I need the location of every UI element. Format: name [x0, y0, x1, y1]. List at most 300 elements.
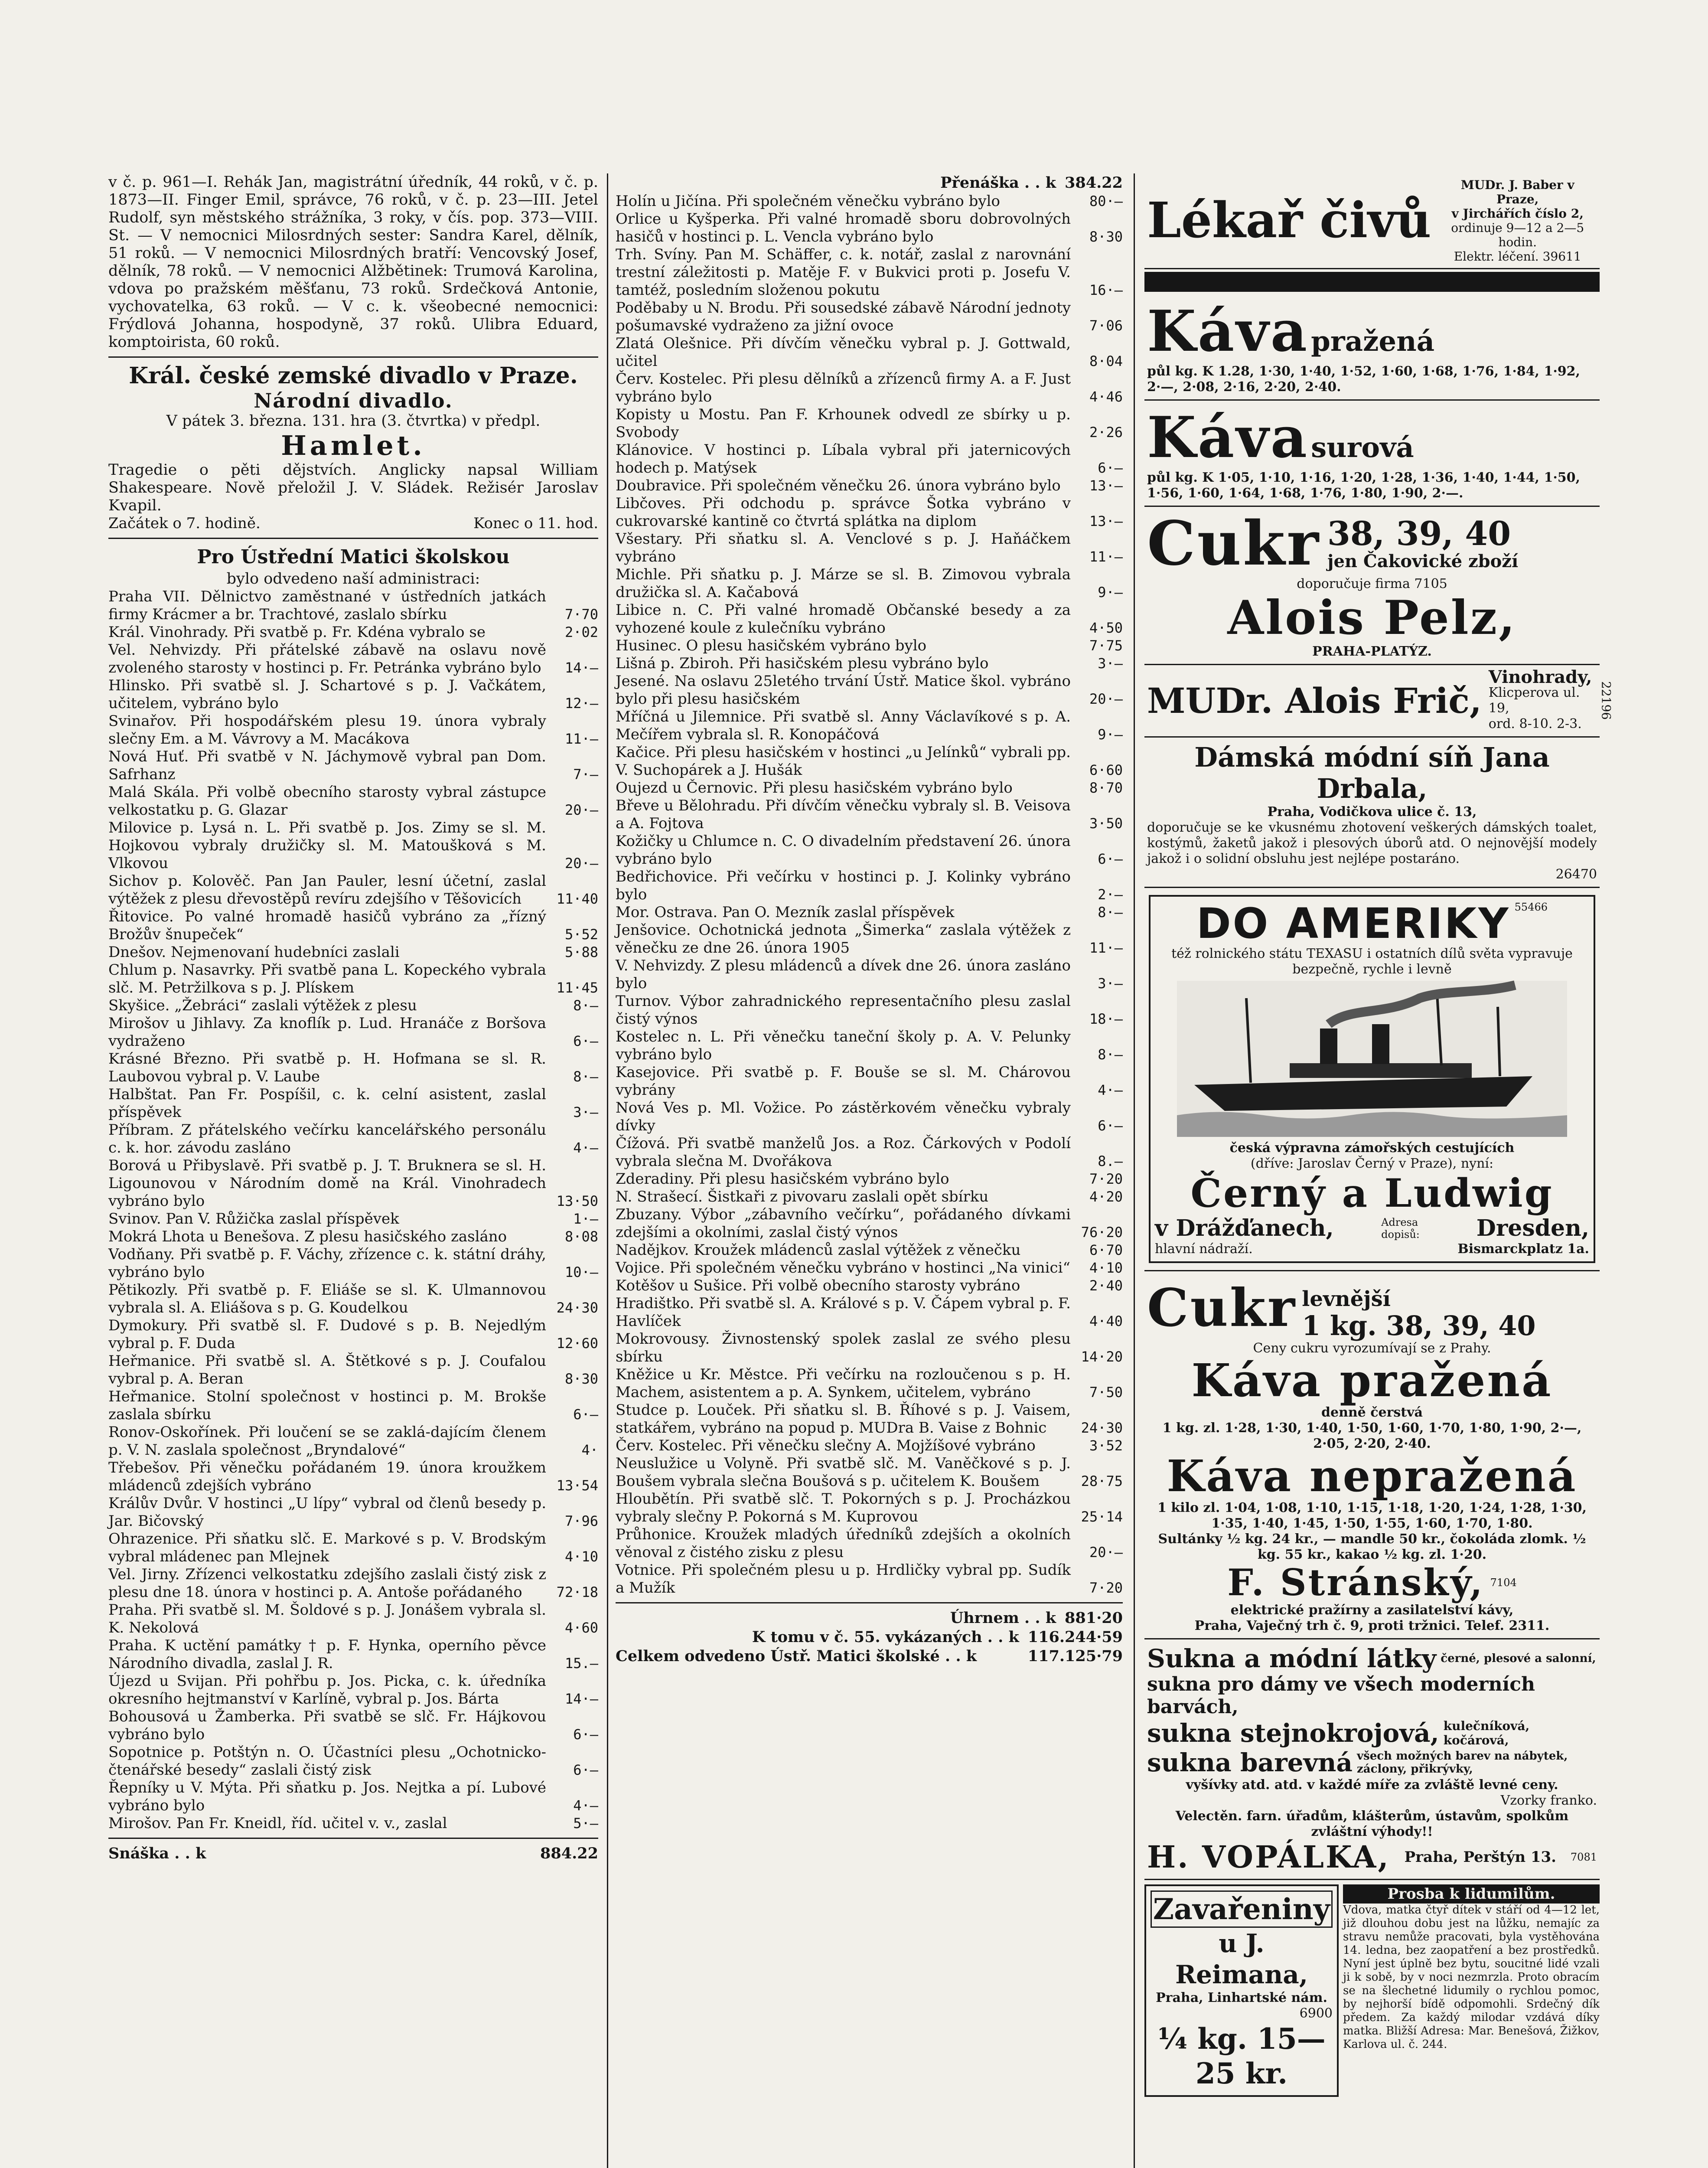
matice-title: Pro Ústřední Matici školskou — [197, 546, 510, 568]
play-title: Hamlet. — [281, 430, 426, 461]
entry-text: Vel. Jirny. Zřízenci velkostatku zdejšího zaslali čistý zisk z plesu dne 18. února v hostinci p. A. Antoše pořádaného — [108, 1566, 546, 1601]
donation-entry — [616, 1170, 1123, 1188]
donation-entry — [616, 193, 1123, 210]
entry-amount: 6·— — [573, 1406, 598, 1423]
donation-entry — [108, 819, 598, 872]
carry-over — [616, 173, 1123, 193]
entry-text: Jesené. Na oslavu 25letého trvání Ústř. Matice škol. vybráno bylo při plesu hasičském — [616, 673, 1071, 708]
entry-text: Mokrá Lhota u Benešova. Z plesu hasičského zasláno — [108, 1228, 507, 1245]
donation-entry — [616, 744, 1123, 779]
ad-number: 39611 — [1542, 249, 1581, 264]
sum-row — [616, 1647, 1123, 1666]
entry-amount: 4·60 — [564, 1619, 598, 1636]
entry-amount: 6·70 — [1089, 1242, 1123, 1258]
entry-text: Bohousová u Žamberka. Při svatbě se slč. Fr. Hájkovou vybráno bylo — [108, 1708, 546, 1743]
entry-text: Kněžice u Kr. Městce. Při večírku na rozloučenou s p. H. Machem, asistentem a p. A. Synkem, učitelem, vybráno — [616, 1366, 1071, 1401]
donation-entry — [108, 1121, 598, 1157]
entry-amount: 7·70 — [564, 606, 598, 623]
ad-body: též rolnického státu TEXASU i ostatních dílů světa vypravuje bezpečně, rychle i levně — [1171, 946, 1573, 977]
entry-amount: 6·— — [573, 1033, 598, 1049]
donation-entry — [108, 944, 598, 961]
entry-text: Poděbaby u N. Brodu. Při sousedské zábavě Národní jednoty pošumavské vydraženo za jižní ovoce — [616, 299, 1071, 334]
entry-text: Králův Dvůr. V hostinci „U lípy“ vybral od členů besedy p. Jar. Bičovský — [108, 1495, 546, 1530]
ad-title: Káva nepražená — [1167, 1450, 1578, 1502]
entry-amount: 7·20 — [1089, 1580, 1123, 1596]
entry-text: Milovice p. Lysá n. L. Při svatbě p. Jos. Zimy se sl. M. Hojkovou vybraly družičky sl. M. Matoušková s M. Vlkovou — [108, 819, 546, 872]
entry-amount: 4·20 — [1089, 1188, 1123, 1205]
donation-entry — [616, 921, 1123, 957]
donation-entry — [108, 1388, 598, 1424]
donation-entry — [616, 1206, 1123, 1241]
entry-amount: 10·— — [564, 1264, 598, 1280]
entry-text: Praha VII. Dělnictvo zaměstnané v ústředních jatkách firmy Krácmer a br. Trachtové, zaslalo sbírku — [108, 588, 546, 623]
entry-text: Svinařov. Při hospodářském plesu 19. února vybraly slečny Em. a M. Vávrovy a M. Macákova — [108, 712, 546, 748]
entry-text: Mirošov. Pan Fr. Kneidl, říd. učitel v. v., zaslal — [108, 1815, 447, 1832]
donation-entry — [108, 997, 598, 1015]
entry-text: Sopotnice p. Potštýn n. O. Účastníci plesu „Ochotnicko-čtenářské besedy“ zaslali čistý zisk — [108, 1744, 546, 1779]
donation-entry — [108, 1015, 598, 1050]
ad-title: Káva pražená — [1191, 1354, 1553, 1407]
entry-text: Praha. Při svatbě sl. M. Šoldové s p. J. Jonášem vybrala sl. K. Nekolová — [108, 1601, 546, 1636]
entry-text: Halbštat. Pan Fr. Pospíšil, c. k. celní asistent, zaslal příspěvek — [108, 1086, 546, 1121]
donation-entry — [616, 1330, 1123, 1366]
entry-text: Král. Vinohrady. Při svatbě p. Fr. Kdéna vybralo se — [108, 624, 486, 641]
donation-entry — [616, 779, 1123, 797]
steamship-icon — [1177, 981, 1567, 1137]
divider — [108, 1838, 598, 1839]
entry-text: Řitovice. Po valné hromadě hasičů vybráno za „řízný Brožův šnupeček“ — [108, 908, 546, 943]
entry-amount: 8·— — [573, 997, 598, 1014]
donation-entry — [108, 784, 598, 819]
donation-entry — [616, 797, 1123, 833]
firm-name: Černý a Ludwig — [1190, 1170, 1554, 1216]
ad-title: Káva — [1147, 404, 1309, 470]
donation-entry — [616, 1064, 1123, 1099]
ad-line: Velectěn. farn. úřadům, klášterům, ústavům, spolkům zvláštní výhody!! — [1175, 1809, 1569, 1839]
carry-value: 384.22 — [1065, 174, 1123, 192]
ad-subtitle: surová — [1311, 431, 1414, 464]
donation-entry — [616, 1099, 1123, 1135]
column-total — [108, 1844, 598, 1863]
entry-amount: 4·46 — [1089, 389, 1123, 405]
entry-amount: 20·— — [1089, 691, 1123, 707]
column-rule — [607, 173, 608, 2168]
entry-amount: 7·96 — [564, 1513, 598, 1529]
donation-entry — [616, 495, 1123, 530]
entry-text: Třebešov. Při věnečku pořádaném 19. února kroužkem mládenců zdejších vybráno — [108, 1459, 546, 1494]
entry-amount: 8·08 — [564, 1228, 598, 1245]
entry-amount: 20·— — [564, 855, 598, 872]
entry-text: Svinov. Pan V. Růžička zaslal příspěvek — [108, 1210, 399, 1228]
entry-text: Skyšice. „Žebráci“ zaslali výtěžek z plesu — [108, 997, 417, 1014]
city: v Drážďanech, — [1155, 1215, 1334, 1241]
ad-zavareniny — [1144, 1884, 1339, 2097]
entry-text: Jenšovice. Ochotnická jednota „Šimerka“ zaslala výtěžek z věnečku ze dne 26. února 1905 — [616, 921, 1071, 957]
label: Adresa dopisů: — [1381, 1216, 1420, 1241]
entry-text: Krásné Březno. Při svatbě p. H. Hofmana se sl. R. Laubovou vybral p. V. Laube — [108, 1050, 546, 1085]
entry-amount: 2·02 — [564, 624, 598, 640]
theatre-date: V pátek 3. března. 131. hra (3. čtvrtka) v předpl. — [166, 412, 541, 430]
entry-text: Neuslužice u Volyně. Při svatbě slč. M. Vaněčkové s p. J. Boušem vybrala slečna Boušová s p. učitelem K. Boušem — [616, 1455, 1071, 1490]
entry-amount: 4·10 — [564, 1548, 598, 1565]
city: Dresden, — [1476, 1215, 1589, 1241]
donation-entry — [616, 868, 1123, 904]
donation-entry — [616, 210, 1123, 246]
donation-entry — [616, 530, 1123, 566]
entry-text: Hradištko. Při svatbě sl. A. Králové s p. V. Čápem vybral p. F. Havlíček — [616, 1295, 1071, 1330]
entry-text: Čížová. Při svatbě manželů Jos. a Roz. Čárkových v Podolí vybrala slečna M. Dvořákova — [616, 1135, 1071, 1170]
entry-amount: 15.— — [564, 1655, 598, 1672]
donation-entry — [108, 712, 598, 748]
entry-amount: 7·06 — [1089, 317, 1123, 334]
donation-entry — [616, 1455, 1123, 1490]
entry-text: Mor. Ostrava. Pan O. Mezník zaslal příspěvek — [616, 904, 955, 921]
entry-amount: 3·— — [1098, 655, 1123, 672]
entry-text: Ronov-Oskořínek. Při loučení se se zaklá-dajícím členem p. V. N. zaslala společnost „Bryndalové“ — [108, 1424, 546, 1459]
ad-note: jen Čakovické zboží — [1327, 551, 1519, 571]
theatre-times — [108, 515, 598, 532]
column-1 — [108, 173, 598, 1863]
donation-entry — [616, 335, 1123, 370]
donation-entry — [108, 1086, 598, 1121]
donation-entry — [108, 1530, 598, 1566]
sum-label: K tomu v č. 55. vykázaných . . k — [752, 1628, 1019, 1646]
entry-amount: 3·50 — [1089, 815, 1123, 832]
firm-line: (dříve: Jaroslav Černý v Praze), nyní: — [1250, 1156, 1494, 1171]
donation-entry — [616, 601, 1123, 637]
entry-amount: 8.— — [1098, 1153, 1123, 1169]
address: Bismarckplatz 1a. — [1457, 1241, 1589, 1257]
entry-amount: 72·18 — [556, 1584, 598, 1600]
entry-amount: 4·50 — [1089, 620, 1123, 636]
donation-entry — [616, 299, 1123, 335]
entry-text: Břeve u Bělohradu. Při dívčím věnečku vybraly sl. B. Veisova a A. Fojtova — [616, 797, 1071, 832]
ad-title: Cukr — [1147, 508, 1320, 579]
ad-cukr-cakovice — [1144, 507, 1600, 665]
doctor-address: v Jirchářích číslo 2, — [1451, 206, 1584, 221]
firm-name: H. VOPÁLKA, — [1147, 1839, 1390, 1875]
ad-note: Ceny cukru vyrozumívají se z Prahy. — [1253, 1341, 1491, 1356]
entry-amount: 7·75 — [1089, 637, 1123, 654]
ad-subtitle: pražená — [1311, 325, 1435, 358]
ad-address: Praha, Vodičkova ulice č. 13, — [1267, 804, 1477, 820]
entry-amount: 6·— — [1098, 851, 1123, 867]
entry-amount: 13·— — [1089, 477, 1123, 494]
entry-amount: 7·20 — [1089, 1171, 1123, 1187]
donation-entry — [108, 1050, 598, 1086]
entry-text: Mříčná u Jilemnice. Při svatbě sl. Anny Václavíkové s p. A. Mečířem vybrala sl. R. Konopáčová — [616, 708, 1071, 743]
price-list: 1 kilo zl. 1·04, 1·08, 1·10, 1·15, 1·18, 1·20, 1·24, 1·28, 1·30, 1·35, 1·40, 1·45, 1·50, 1·55, 1·60, 1·70, 1·80. — [1157, 1500, 1587, 1531]
firm-line: česká výpravna zámořských cestujících — [1229, 1140, 1515, 1156]
entry-amount: 8·— — [1098, 1046, 1123, 1063]
donation-entry — [616, 1490, 1123, 1526]
donation-entry — [108, 1708, 598, 1744]
entry-amount: 12·60 — [556, 1335, 598, 1352]
entry-amount: 4·— — [573, 1797, 598, 1814]
doctor-name: MUDr. J. Baber v Praze, — [1460, 178, 1574, 206]
donation-entry — [108, 624, 598, 641]
entry-amount: 25·14 — [1081, 1508, 1123, 1525]
donation-list — [616, 193, 1123, 1597]
entry-text: N. Strašecí. Šistkaři z pivovaru zaslali opět sbírku — [616, 1188, 989, 1205]
entry-text: Bedřichovice. Při večírku v hostinci p. J. Kolinky vybráno bylo — [616, 868, 1071, 903]
entry-amount: 3·52 — [1089, 1437, 1123, 1454]
donation-entry — [108, 1744, 598, 1779]
sum-label: Úhrnem . . k — [950, 1609, 1056, 1627]
sum-value: 117.125·79 — [1027, 1647, 1123, 1665]
entry-amount: 11·40 — [556, 891, 598, 907]
ad-lekar — [1144, 173, 1600, 269]
entry-text: Kožičky u Chlumce n. C. O divadelním představení 26. února vybráno bylo — [616, 833, 1071, 868]
entry-text: V. Nehvizdy. Z plesu mládenců a dívek dne 26. února zasláno bylo — [616, 957, 1071, 992]
sum-row — [616, 1628, 1123, 1647]
ad-note: doporučuje firma — [1297, 576, 1410, 591]
price-list: půl kg. K 1·05, 1·10, 1·16, 1·20, 1·28, 1·36, 1·40, 1·44, 1·50, 1·56, 1·60, 1·64, 1·68, 1·76, 1·80, 1·90, 2·—. — [1147, 470, 1580, 501]
donation-entry — [108, 1495, 598, 1530]
firm-address: Praha, Linhartské nám. — [1156, 1990, 1327, 2005]
entry-text: Dymokury. Při svatbě sl. F. Dudové s p. B. Nejedlým vybral p. F. Duda — [108, 1317, 546, 1352]
donation-entry — [108, 1815, 598, 1832]
entry-amount: 14·20 — [1081, 1348, 1123, 1365]
column-2 — [616, 173, 1123, 1666]
ad-title: Zavařeniny — [1151, 1890, 1333, 1928]
theatre-title: Král. české zemské divadlo v Praze. — [129, 362, 578, 389]
donation-entry — [616, 1295, 1123, 1330]
ad-body — [1438, 178, 1597, 264]
ad-note: denně čerstvá — [1321, 1405, 1423, 1420]
entry-amount: 8·— — [1098, 904, 1123, 921]
entry-amount: 28·75 — [1081, 1473, 1123, 1489]
price: ¼ kg. 15—25 kr. — [1157, 2022, 1326, 2090]
donation-entry — [108, 1317, 598, 1352]
donation-entry — [108, 1157, 598, 1210]
entry-amount: 5·88 — [564, 944, 598, 960]
entry-text: Lišná p. Zbiroh. Při hasičském plesu vybráno bylo — [616, 655, 989, 672]
entry-text: Turnov. Výbor zahradnického representačního plesu zaslal čistý výnos — [616, 993, 1071, 1028]
entry-amount: 2·— — [1098, 886, 1123, 903]
ad-number: 7105 — [1414, 576, 1447, 591]
ad-body: Vdova, matka čtyř dítek v stáří od 4—12 let, již dlouhou dobu jest na lůžku, nemajíc za stravu nemůže pracovati, byla vystěhována 14. ledna, bez zaopatření a bez prostředků. Nyní jest úplně bez bytu, soucitné lidé vzali ji k sobě, by v noci nezmrzla. Proto obracím se na šlechetné lidumily o rychlou pomoc, by nejhorší bídě odpomohli. Srdečný dík předem. Za každý milodar vzdává díky matka. Bližší Adresa: Mar. Benešová, Žižkov, Karlova ul. č. 244. — [1343, 1904, 1600, 2051]
donation-entry — [616, 1135, 1123, 1170]
entry-text: Kopisty u Mostu. Pan F. Krhounek odvedl ze sbírky u p. Svobody — [616, 406, 1071, 441]
donation-entry — [616, 406, 1123, 441]
donation-entry — [616, 1241, 1123, 1259]
entry-text: Červ. Kostelec. Při věnečku slečny A. Mojžíšové vybráno — [616, 1437, 1036, 1454]
carry-label: Přenáška . . k — [940, 174, 1056, 192]
entry-amount: 8·30 — [1089, 229, 1123, 245]
doctor-hours: ordinuje 9—12 a 2—5 hodin. — [1451, 221, 1584, 249]
price-list: půl kg. K 1.28, 1·30, 1·40, 1·52, 1·60, 1·68, 1·76, 1·84, 1·92, 2·—, 2·08, 2·16, 2·20, 2·40. — [1147, 364, 1580, 395]
total-label: Snáška . . k — [108, 1845, 206, 1862]
entry-text: Klánovice. V hostinci p. Líbala vybral při jaternicových hodech p. Matýsek — [616, 441, 1071, 477]
donation-entry — [616, 1561, 1123, 1597]
entry-amount: 6·— — [573, 1726, 598, 1743]
entry-amount: 2·26 — [1089, 424, 1123, 441]
donation-entry — [108, 1281, 598, 1317]
hours: ord. 8-10. 2-3. — [1488, 716, 1582, 731]
entry-amount: 13·50 — [556, 1193, 598, 1209]
entry-text: Hlinsko. Při svatbě sl. J. Schartové s p. J. Vačkátem, učitelem, vybráno bylo — [108, 677, 546, 712]
ad-body: doporučuje se ke vkusnému zhotovení veškerých dámských toalet, kostýmů, žaketů jakož i plesových úborů atd. O nejnovější modely jakož i o solidní obsluhu jest nejlépe postaráno. — [1147, 820, 1597, 866]
column-rule — [1134, 173, 1135, 2168]
entry-amount: 11·— — [564, 731, 598, 747]
deaths-notice: v č. p. 961—I. Rehák Jan, magistrátní úředník, 44 roků, v č. p. 1873—II. Finger Emil, správce, 76 roků, v č. p. 23—III. Jetel Rudolf, syn městského strážníka, 3 roky, v čís. pop. 373—VIII. St. — V nemocnici Milosrdných sester: Sandra Karel, dělník, 51 roků. — V nemocnici Milosrdných bratří: Vencovský Josef, dělník, 78 roků. — V nemocnici Alžbětinek: Trumová Karolina, vdova po pražském měšťanu, 73 roků. Srdečková Antonie, vychovatelka, 63 roků. — V c. k. všeobecné nemocnici: Frýdlová Johanna, hospodyně, 37 roků. Ulibra Eduard, komptoirista, 60 roků. — [108, 173, 598, 351]
donation-entry — [616, 655, 1123, 673]
entry-amount: 5·— — [573, 1815, 598, 1832]
donation-entry — [108, 677, 598, 712]
entry-amount: 8·70 — [1089, 780, 1123, 796]
donation-entry — [108, 1210, 598, 1228]
doctor-service: Elektr. léčení. — [1454, 249, 1539, 264]
donation-entry — [616, 1366, 1123, 1401]
ad-fric — [1144, 665, 1613, 738]
ad-line: vyšívky atd. atd. v každé míře za zvláště levné ceny. — [1186, 1777, 1558, 1793]
donation-entry — [616, 904, 1123, 921]
entry-text: Husinec. O plesu hasičském vybráno bylo — [616, 637, 927, 654]
entry-text: Vel. Nehvizdy. Při přátelské zábavě na oslavu nově zvoleného starosty v hostinci p. Fr. Petránka vybráno bylo — [108, 641, 546, 676]
entry-text: Řepníky u V. Mýta. Při sňatku p. Jos. Nejtka a pí. Lubové vybráno bylo — [108, 1779, 546, 1814]
donation-entry — [616, 566, 1123, 601]
firm-address: elektrické pražírny a zasilatelství kávy, — [1230, 1603, 1514, 1618]
entry-amount: 16·— — [1089, 282, 1123, 298]
donation-entry — [108, 748, 598, 784]
entry-text: Zbuzany. Výbor „zábavního večírku“, pořádaného dívkami zdejšími a okolními, zaslal čistý výnos — [616, 1206, 1071, 1241]
entry-text: Zlatá Olešnice. Při dívčím věnečku vybral p. J. Gottwald, učitel — [616, 335, 1071, 370]
entry-text: Libčoves. Při odchodu p. správce Šotka vybráno v cukrovarské kantině co čtvrtá splátka na diplom — [616, 495, 1071, 530]
entry-text: Oujezd u Černovic. Při plesu hasičském vybráno bylo — [616, 779, 1013, 797]
divider — [108, 538, 598, 539]
entry-text: Hloubětín. Při svatbě slč. T. Pokorných s p. J. Procházkou vybraly slečny P. Pokorná s M. Kuprovou — [616, 1490, 1071, 1525]
black-band — [1144, 272, 1600, 292]
price-list: 1 kg. 38, 39, 40 — [1302, 1310, 1536, 1342]
entry-amount: 8·04 — [1089, 353, 1123, 369]
ad-subtitle: levnější — [1302, 1287, 1391, 1311]
entry-text: Praha. K uctění památky † p. F. Hynka, operního pěvce Národního divadla, zaslal J. R. — [108, 1637, 546, 1672]
ad-title: Sukna a módní látky — [1147, 1644, 1437, 1673]
entry-amount: 6·— — [1098, 460, 1123, 476]
entry-text: Malá Skála. Při volbě obecního starosty vybral zástupce velkostatku p. G. Glazar — [108, 784, 546, 819]
donation-entry — [616, 833, 1123, 868]
entry-amount: 8·— — [573, 1068, 598, 1085]
donation-entry — [616, 1526, 1123, 1561]
entry-text: Libice n. C. Při valné hromadě Občanské besedy a za vyhozené koule z kulečníku vybráno — [616, 601, 1071, 637]
donation-entry — [108, 1601, 598, 1637]
entry-amount: 4·— — [1098, 1082, 1123, 1098]
ad-number: 6900 — [1299, 2006, 1333, 2021]
donation-entry — [108, 872, 598, 908]
ad-number: 26470 — [1555, 867, 1597, 882]
ad-amerika — [1144, 888, 1600, 1271]
ad-number: 22196 — [1599, 681, 1613, 720]
entry-text: Heřmanice. Při svatbě sl. A. Štětkové s p. J. Coufalou vybral p. A. Beran — [108, 1352, 546, 1388]
address: Klicperova ul. 19, — [1488, 685, 1580, 716]
ad-note: kulečníková, kočárová, — [1443, 1719, 1530, 1747]
entry-amount: 8·30 — [564, 1371, 598, 1387]
entry-text: Nová Huť. Při svatbě v N. Jáchymově vybral pan Dom. Safrhanz — [108, 748, 546, 783]
entry-text: Zderadiny. Při plesu hasičském vybráno bylo — [616, 1170, 949, 1188]
ad-kava-surova — [1144, 401, 1600, 507]
entry-text: Heřmanice. Stolní společnost v hostinci p. M. Brokše zaslala sbírku — [108, 1388, 546, 1423]
ad-bottom-row — [1144, 1880, 1600, 2097]
sum-value: 881·20 — [1065, 1609, 1123, 1627]
entry-amount: 2·40 — [1089, 1277, 1123, 1294]
donation-entry — [616, 637, 1123, 655]
entry-amount: 7·— — [573, 766, 598, 783]
donation-entry — [616, 1277, 1123, 1295]
entry-amount: 4· — [581, 1442, 598, 1458]
entry-text: Příbram. Z přátelského večírku kancelářského personálu c. k. hor. závodu zasláno — [108, 1121, 546, 1156]
entry-text: Studce p. Louček. Při sňatku sl. B. Říhové s p. J. Vaisem, statkářem, vybráno na popud p. MUDra B. Vaise z Bohnic — [616, 1401, 1071, 1437]
donation-entry — [616, 246, 1123, 299]
ad-number: 7081 — [1570, 1851, 1597, 1863]
entry-text: Trh. Svíny. Pan M. Schäffer, c. k. notář, zaslal z narovnání trestní záležitosti p. Matěje F. v Bukvici proti p. Josefu V. tamtéž, posledním složenou pokutu — [616, 246, 1071, 299]
entry-text: Kačice. Při plesu hasičském v hostinci „u Jelínků“ vybrali pp. V. Suchopárek a J. Hušák — [616, 744, 1071, 779]
donation-entry — [616, 370, 1123, 406]
firm-name: F. Stránský, — [1227, 1561, 1484, 1604]
newspaper-page — [108, 173, 1613, 2168]
ad-title: Káva — [1147, 298, 1309, 364]
entry-amount: 9·— — [1098, 584, 1123, 601]
divider — [616, 1602, 1123, 1603]
donation-entry — [108, 1637, 598, 1672]
ad-title: DO AMERIKY — [1196, 899, 1510, 948]
entry-amount: 14·— — [564, 660, 598, 676]
ad-title: sukna barevná — [1147, 1748, 1353, 1777]
entry-text: Sichov p. Kolověč. Pan Jan Pauler, lesní účetní, zaslal výtěžek z plesu dřevostěpů revíru zdejšího v Těšovicích — [108, 872, 546, 908]
donation-entry — [108, 1672, 598, 1708]
entry-amount: 13·— — [1089, 513, 1123, 529]
address: Vinohrady, — [1488, 667, 1592, 687]
theatre-subtitle: Národní divadlo. — [254, 389, 453, 412]
donation-entry — [616, 1437, 1123, 1455]
entry-text: Kotěšov u Sušice. Při volbě obecního starosty vybráno — [616, 1277, 1020, 1294]
entry-text: Kasejovice. Při svatbě p. F. Bouše se sl. M. Chárovou vybrány — [616, 1064, 1071, 1099]
end-time: Konec o 11. hod. — [473, 515, 598, 532]
firm-address: Praha, Perštýn 13. — [1404, 1848, 1557, 1866]
firm-address: PRAHA-PLATÝZ. — [1312, 644, 1432, 659]
ad-title: Dámská módní síň Jana Drbala, — [1194, 741, 1550, 804]
entry-amount: 3·— — [573, 1104, 598, 1120]
entry-text: Ohrazenice. Při sňatku slč. E. Markové s p. V. Brodským vybral mládenec pan Mlejnek — [108, 1530, 546, 1565]
entry-text: Průhonice. Kroužek mladých úředníků zdejších a okolních věnoval z čistého zisku z plesu — [616, 1526, 1071, 1561]
donation-list — [108, 588, 598, 1832]
entry-amount: 24·30 — [1081, 1420, 1123, 1436]
donation-entry — [108, 1779, 598, 1815]
divider — [108, 356, 598, 358]
donation-entry — [616, 993, 1123, 1028]
entry-text: Dnešov. Nejmenovaní hudebníci zaslali — [108, 944, 400, 961]
donation-entry — [108, 1352, 598, 1388]
ad-title: Lékař čivů — [1147, 192, 1431, 249]
donation-entry — [108, 1228, 598, 1246]
donation-entry — [616, 1259, 1123, 1277]
ad-prosba — [1343, 1884, 1600, 2097]
entry-amount: 4·40 — [1089, 1313, 1123, 1329]
donation-entry — [108, 1459, 598, 1495]
ad-sukna — [1144, 1639, 1600, 1880]
entry-text: Kostelec n. L. Při věnečku taneční školy p. A. V. Pelunky vybráno bylo — [616, 1028, 1071, 1063]
firm-name: u J. Reimana, — [1175, 1929, 1308, 1989]
entry-amount: 80·— — [1089, 193, 1123, 209]
entry-amount: 6·60 — [1089, 762, 1123, 778]
donation-entry — [108, 1246, 598, 1281]
address: hlavní nádraží. — [1155, 1241, 1253, 1257]
donation-entry — [616, 1028, 1123, 1064]
donation-entry — [616, 957, 1123, 993]
donation-entry — [108, 961, 598, 997]
entry-amount: 20·— — [1089, 1544, 1123, 1561]
ad-kava-prazena — [1144, 294, 1600, 401]
